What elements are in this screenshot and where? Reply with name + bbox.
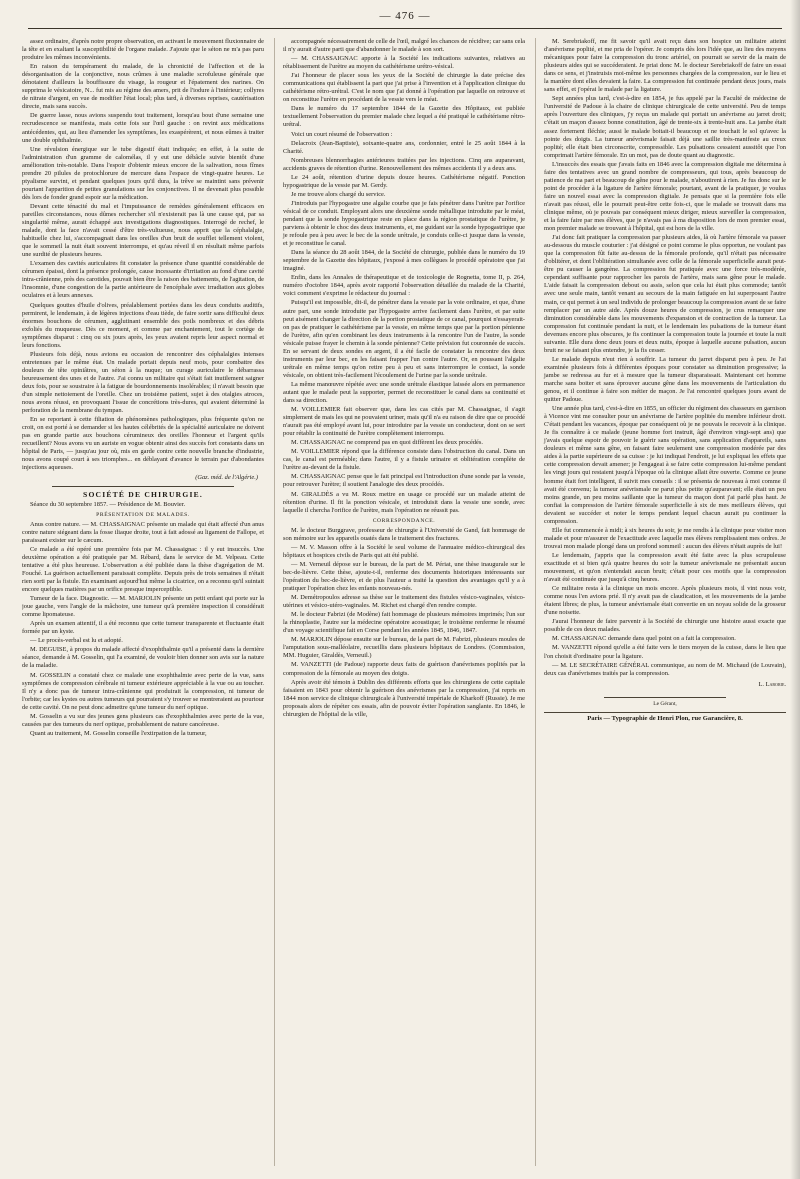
paragraph: Je me trouve alors chargé du service. (291, 190, 386, 198)
paragraph: J'ai donc fait pratiquer la compression par plusieurs aides, là où l'artère fémorale va passer au-dessous du muscle couturier : j'ai désigné ce point comme le plus opportun, ne voulant pas que la compression fût faite au-dessus de la fémorale profonde, qu'il n'était pas nécessaire d'oblitérer, et dont l'oblitération simultanée avec celle de la fémorale superficielle aurait peut-être pu causer la gangrène. La compression fut pratiquée avec une force très-modérée, cependant suffisante pour rapprocher les parois de l'artère, mais sans gêne pour le malade. L'aide faisait la compression debout ou assis, selon que cela lui était plus commode; tantôt avec une seule main, tantôt venant au secours de la main fatiguée en lui superposant l'autre main, ce qui permet à un seul individu de prolonger beaucoup la compression avant de se faire remplacer par un autre aide. Après douze heures de compression, je crus remarquer une diminution considérable dans les mouvements d'expansion et de contraction de la tumeur. La compression fut continuée pendant la nuit, et le lendemain les pulsations de la tumeur étant devenues encore plus obscures, je fis continuer la compression toute la journée et toute la nuit suivante. Elle dura donc deux jours et deux nuits, époque à laquelle aucune pulsation, aucun bruit ne se faisant plus entendre, je la fis cesser. (544, 234, 786, 354)
paragraph: M. MARJOLIN dépose ensuite sur le bureau, de la part de M. Fabrizi, plusieurs moules de l'amputation sous-malléolaire, recueillis dans plusieurs hôpitaux de Londres. (Commission, MM. Huguier, Giraldès, Verneuil.) (283, 636, 525, 660)
paragraph: De guerre lasse, nous avions suspendu tout traitement, lorsqu'au bout d'une semaine une recrudescence se manifesta, mais cette fois sur l'œil gauche : on revint aux médications antécédentes, qui, au lieu d'amender les symptômes, les exaspérèrent, et nous eûmes à traiter une double ophthalmie. (22, 112, 264, 144)
paragraph: M. CHASSAIGNAC demande dans quel point on a fait la compression. (552, 635, 736, 643)
paragraph: Ce militaire resta à la clinique un mois encore. Après plusieurs mois, il vint nous voir, comme nous l'en avions prié. Il n'y avait pas de claudication, et les mouvements de la jambe étaient libres; de plus, la tumeur anévrismale était convertie en un noyau solide de la grosseur d'une noisette. (544, 585, 786, 617)
paragraph: J'ai l'honneur de placer sous les yeux de la Société de chirurgie la date précise des communications qui établissent la part que j'ai prise à l'invention et à l'application clinique du cathétérisme rétro-urétral. C'est le nom que j'ai donné à l'opération par laquelle on retrouve et on reconstitue l'urètre en procédant de la vessie vers le méat. (283, 72, 525, 104)
paragraph: L'insuccès des essais que j'avais faits en 1846 avec la compression digitale me détermina à faire des tentatives avec un grand nombre de compresseurs, qui tous, après beaucoup de patience de ma part et beaucoup de gêne pour le malade, n'aboutirent à rien. Je fus donc sur le point de procéder à la ligature de l'artère fémorale; pourtant, avant de la pratiquer, je voulus faire un nouvel essai avec la compression digitale. Je pensais que si la première fois elle n'avait pas réussi, elle le pourrait peut-être cette fois-ci, que le malade se trouvait dans ma clinique même, où je pouvais par conséquent mieux diriger, mieux surveiller la compression, et la faire faire par mes élèves, que je n'avais pas à ma disposition lors de mon premier essai, mon premier malade se trouvant à l'hôpital, qui est hors de la ville. (544, 160, 786, 233)
paragraph: M. DEGUISE, à propos du malade affecté d'exophthalmie qu'il a présenté dans la dernière séance, demande à M. Gosselin, qui l'a examiné, de vouloir bien donner son avis sur la nature de la maladie. (22, 646, 264, 670)
paragraph: Sept années plus tard, c'est-à-dire en 1854, je fus appelé par la Faculté de médecine de l'université de Padoue à la chaire de clinique chirurgicale de cette université. Peu de temps après l'ouverture des cliniques, j'y reçus un malade qui portait un anévrisme au jarret droit; c'était un maçon d'assez bonne constitution, âgé de trente-six à trente-huit ans. La jambe était assez fortement fléchie; aussi le malade boitait-il beaucoup et ne touchait le sol qu'avec la pointe des doigts. La tumeur anévrismale faisait déjà une saillie très-manifeste au creux poplité; elle était bien circonscrite, compressible. Les pulsations cessaient aussitôt que l'on comprimait l'artère fémorale. En un mot, pas de doute quant au diagnostic. (544, 95, 786, 159)
paragraph: Après un examen attentif, il a été reconnu que cette tumeur transparente et fluctuante était formée par un kyste. (22, 620, 264, 636)
section-subtitle: PRÉSENTATION DE MALADES. (96, 511, 190, 518)
paragraph: Quelques gouttes d'huile d'olives, préalablement portées dans les deux conduits auditifs, permirent, le lendemain, à de légères injections d'eau tiède, de faire sortir sans difficulté deux énormes bouchons de cérumen, agglutinant ensemble des poils nombreux et des débris exfoliés du muqueuse. Dès ce moment, et comme par enchantement, tout le cortège de symptômes disparut : cinq ou six jours après, les yeux avaient repris leur aspect normal et leurs fonctions. (22, 301, 264, 349)
paragraph: Anus contre nature. — M. CHASSAIGNAC présente un malade qui était affecté d'un anus contre nature siégeant dans la fosse iliaque droite, tout à fait adossé au ligament de Fallope, et paraissant exister sur le cæcum. (22, 520, 264, 544)
paragraph: Le lendemain, j'appris que la compression avait été faite avec la plus scrupuleuse exactitude et si bien qu'à quatre heures du soir la tumeur anévrismale ne présentait aucun mouvement, et qu'on n'entendait aucun bruit; c'était pour ces motifs que la compression n'avait été continuée que jusqu'à cinq heures. (544, 551, 786, 584)
paragraph: M. Demétropoulos adresse sa thèse sur le traitement des fistules vésico-vaginales, vésico-utérines et vésico-utéro-vaginales. M. Richet est chargé d'en rendre compte. (283, 594, 525, 610)
paragraph: Nombreuses blennorrhagies antérieures traitées par les injections. Cinq ans auparavant, accidents graves de rétention d'urine. Renouvellement des mêmes accidents il y a deux ans. (283, 156, 525, 172)
paragraph: En se reportant à cette filiation de phénomènes pathologiques, plus fréquente qu'on ne croit, on est porté à se demander si les hautes célébrités de la spécialité auriculaire ne doivent pas en grande partie aux bouchons cérumineux des oreilles l'honneur et l'argent qu'ils recueillent? Nous avons vu un auriste en vogue obtenir ainsi des succès fort constants dans un hôpital de Paris, — jusqu'au jour où, mis en garde contre cette nouvelle branche d'industrie, nous avons coupé court à ses triomphes... en déblayant d'avance le terrain par d'abondantes injections aqueuses. (22, 416, 264, 472)
section-rule (52, 486, 234, 487)
page-header (28, 8, 782, 30)
footer-rule (544, 712, 786, 713)
column-2 (274, 38, 525, 1166)
header-rule (28, 28, 782, 29)
paragraph: M. Serebriakoff, me fit savoir qu'il avait reçu dans son hospice un militaire atteint d'anévrisme poplité, et me pria de l'opérer. Je compris dès lors l'idée que, au lieu des moyens mécaniques pour faire la compression du tronc artériel, on pourrait se servir de la main de plusieurs aides qui se succéderaient. Je priai donc M. le docteur Serebriakoff de faire un essai dans ce sens, et j'instruisis moi-même les personnes chargées de la compression, sur le lieu et la manière dont elles devaient la faire. La compression fut continuée pendant deux jours, mais sans effet, et j'opérai le malade par la ligature. (544, 38, 786, 94)
paragraph: Devant cette ténacité du mal et l'impuissance de remèdes généralement efficaces en pareilles circonstances, nous dûmes rechercher s'il n'existerait pas là une cause qui, par sa singularité même, aurait échappé aux investigations diagnostiques. Interrogé de rechef, le malade, dont la face n'avait cessé d'être très-vultueuse, nous apprit que la céphalalgie, habituelle chez lui, s'accompagnait dans les oreilles d'un bruit de soufflet tellement violent, que le sommeil la nuit était souvent interrompu, et qu'au réveil il en résultait même parfois une surdité de plusieurs heures. (22, 202, 264, 259)
paragraph: J'introduis par l'hypogastre une algalie courbe que je fais pénétrer dans l'urètre par l'orifice vésical de ce conduit. Employant alors une deuxième sonde métallique introduite par le méat, pendant que la sonde hypogastrique reste en place dans la région prostatique de l'urètre, je parviens à obtenir le choc des deux instruments, et, me guidant sur la sonde hypogastrique que je refoule peu à peu avec le bec de la sonde urétrale, je conduis celle-ci jusque dans la vessie, et je reconstitue le canal. (283, 199, 525, 248)
paragraph: En raison du tempérament du malade, de la chronicité de l'affection et de la désorganisation de la conjonctive, nous crûmes à une maladie scrofuleuse générale que dénotaient d'ailleurs la bouffissure du visage, la rougeur et l'épatement des narines. On supprima le vésicatoire, N... fut mis au régime des amers, prit de l'iodure à l'intérieur; collyres de nitrate d'argent, en vue de modifier l'état local; plus tard, à diverses reprises, cautérisation directe, mais sans succès. (22, 63, 264, 111)
paragraph: M. VOILLEMIER fait observer que, dans les cas cités par M. Chassaignac, il s'agit simplement de mais les qui ne pouvaient uriner, mais qu'il n'a eu raison de dire que ce procédé n'aurait pas été employé avant lui, pour introduire par la vessie un conducteur, dont on se sert pour rétablir la continuité de l'urètre complètement interrompu. (283, 406, 525, 438)
session-line: Séance du 30 septembre 1857. — Présidence de M. Bouvier. (30, 500, 186, 508)
paragraph: Le 24 août, rétention d'urine depuis douze heures. Cathétérisme négatif. Ponction hypogastrique de la vessie par M. Gerdy. (283, 173, 525, 189)
printer-imprint: Paris — Typographie de Henri Plon, rue Garancière, 8. (587, 714, 743, 722)
paragraph: Une année plus tard, c'est-à-dire en 1855, un officier du régiment des chasseurs en garnison à Vicence vint me consulter pour un anévrisme de l'artère poplitée du membre inférieur droit. C'était pendant les vacances, époque par conséquent où je ne pouvais le recevoir à la clinique. Je fis connaître à ce malade (jeune homme fort instruit, âgé d'environ vingt-sept ans) que j'avais quelque espoir de pouvoir le guérir sans opération, sans application d'appareils, sans douleurs et même sans gêne, en faisant faire seulement une compression modérée par des aides à la partie supérieure de sa cuisse : je lui indiquai l'endroit, je lui expliquai les effets que cette compression devait amener; je l'engageai à se faire cette compression lui-même pendant les vingt jours qui restaient jusqu'à l'époque où la clinique allait être ouverte. Comme ce jeune homme était fort intelligent, il suivit mes conseils : il se présenta de nouveau à moi comme il avait été convenu; la tumeur anévrismale ne parut plus petite qu'auparavant; elle était un peu moins grande, un peu moins saillante que la tumeur du maçon dont j'ai parlé plus haut. Je confiai la compression de l'artère fémorale superficielle à six de mes meilleurs élèves, qui devaient se succéder et noter le temps pendant lequel chacun aurait pu continuer la compression. (544, 405, 786, 525)
paragraph: La même manœuvre répétée avec une sonde urétrale élastique laissée alors en permanence autant que le malade peut la supporter, permet de reconstituer le canal dans sa continuité et dans sa direction. (283, 380, 525, 405)
paragraph: M. Gosselin a vu sur des jeunes gens plusieurs cas d'exophthalmies avec perte de la vue, causées par des tumeurs du nerf optique, probablement de nature cancéreuse. (22, 712, 264, 728)
society-title: SOCIÉTÉ DE CHIRURGIE. (83, 489, 203, 499)
paragraph: M. le docteur Burggrave, professeur de chirurgie à l'Université de Gand, fait hommage de son mémoire sur les appareils ouatés dans le traitement des fractures. (283, 526, 525, 542)
paragraph: J'aurai l'honneur de faire parvenir à la Société de chirurgie une histoire aussi exacte que possible de ces deux malades. (544, 618, 786, 634)
paragraph: Le malade depuis n'eut rien à souffrir. La tumeur du jarret disparut peu à peu. Je l'ai examinée plusieurs fois à différentes époques pour constater sa diminution progressive; la jambe se redressa au fur et à mesure que la tumeur disparaissait. Maintenant cet homme marche sans boiter et sans éprouver aucune gêne dans les mouvements de l'articulation du genou, et il continue à faire son métier de maçon. Je l'ai rencontré quelques jours avant de quitter Padoue. (544, 355, 786, 404)
paragraph: M. VOILLEMIER répond que la différence consiste dans l'obstruction du canal. Dans un cas, le canal est perméable; dans l'autre, il y a fistule urinaire et oblitération complète de l'urètre au-devant de la fistule. (283, 448, 525, 472)
manager-label: Le Gérant, (653, 700, 677, 707)
paragraph: Une révulsion énergique sur le tube digestif était indiquée; en effet, à la suite de l'administration d'un gramme de calomélas, il y eut une débâcle suivie bientôt d'une amélioration très-notable. Dans l'espoir d'obtenir mieux encore de la salivation, nous fîmes prendre 20 pilules de protochlorure de mercure dans l'espace de vingt-quatre heures. Le ptyalisme survint, et pendant quelques jours qu'il dura, la trêve se maintint sans prévenir pourtant l'apparition de petites granulations sur les conjonctives. Il ne devenait plus possible dès lors de fonder grand espoir sur la médication. (22, 145, 264, 201)
paragraph: M. GIRALDÈS a vu M. Roux mettre en usage ce procédé sur un malade atteint de rétention d'urine. Il fit la ponction vésicale, et introduisit dans la vessie une sonde, avec laquelle il chercha l'orifice de l'urètre, mais l'opération ne réussit pas. (283, 490, 525, 514)
paragraph: Delacroix (Jean-Baptiste), soixante-quatre ans, cordonnier, entré le 25 août 1844 à la Charité. (283, 139, 525, 155)
paragraph: Elle fut commencée à midi; à six heures du soir, je me rendis à la clinique pour visiter mon malade et pour m'assurer de l'exactitude avec laquelle mes élèves remplissaient mes ordres. Je trouvai mon malade plongé dans un profond sommeil : aucun des élèves n'était auprès de lui! (544, 526, 786, 550)
paragraph: M. GOSSELIN a constaté chez ce malade une exophthalmie avec perte de la vue, sans symptômes de compression cérébrale ni tumeur extérieure appréciable à la vue ou au toucher. Il n'y a donc pas de tumeur intra-crânienne qui produirait la compression, ni tumeur de l'orbite; car les kystes ou autres tumeurs qui pourraient s'y trouver se montreraient au pourtour de cette cavité. On ne peut donc admettre qu'une tumeur du nerf optique. (22, 671, 264, 711)
paragraph: — M. CHASSAIGNAC apporte à la Société les indications suivantes, relatives au rétablissement de l'urètre au moyen du cathétérisme urétro-vésical. (283, 55, 525, 71)
paragraph: assez ordinaire, d'après notre propre observation, en activant le mouvement fluxionnaire de la tête et en exaltant la susceptibilité de l'organe malade. J'ajoute que le séton ne m'a pas paru produire les mêmes inconvénients. (22, 38, 264, 62)
paragraph: Plusieurs fois déjà, nous avions eu occasion de rencontrer des céphalalgies intenses entretenues par le même état. Un malade portait depuis neuf mois, pour combattre des douleurs de tête opiniâtres, un séton à la nuque; un curage auriculaire le débarrassa heureusement des unes et de l'autre. J'ai connu un militaire qui s'était fait inutilement saigner deux fois, pour se soustraire à la fatigue de bourdonnements insolérables; il n'avait besoin que d'un simple nettoiement de l'oreille. Chez un troisième patient, sujet à des otalgies atroces, nous avons réussi, en provoquant l'issue de concrétions très-dures, qui avaient déterminé la perforation de la membrane du tympan. (22, 350, 264, 415)
article-source: (Gaz. méd. de l'Algérie.) (195, 474, 258, 482)
paragraph: Dans la séance du 28 août 1844, de la Société de chirurgie, publiée dans le numéro du 19 septembre de la Gazette des hôpitaux, j'exposé à mes collègues le procédé opératoire que j'ai imaginé. (283, 249, 525, 273)
paragraph: Puisqu'il est impossible, dit-il, de pénétrer dans la vessie par la voie ordinaire, et que, d'une autre part, une sonde introduite par l'hypogastre arrive facilement dans l'urètre, et par suite peut aisément changer la direction de la portion prostatique de ce canal, pourquoi n'essayerait-on pas de pratiquer le cathétérisme par la vessie, en même temps que par la portion pénienne de l'urètre, afin qu'en combinant les deux instruments à la rencontre l'un de l'autre, la sonde vésicale puisse frayer le chemin à la sonde pénienne? Cette prévision fut couronnée de succès. En se servant de deux sondes en argent, il a été facile de constater la rencontre des deux instruments par leur bec, en les faisant frapper l'un contre l'autre. Or, en poussant l'algalie urétrale en même temps qu'on retire peu à peu et sans interrompre le contact, la sonde vésicale, on obtient très-facilement l'écoulement de l'urine par la sonde urétrale. (283, 299, 525, 379)
column-3 (535, 38, 786, 1166)
page-number: — 476 — (379, 10, 431, 22)
paragraph: M. le docteur Fabrizi (de Modène) fait hommage de plusieurs mémoires imprimés; l'un sur la rhinoplastie, l'autre sur la médecine opératoire acoustique; le troisième renferme le résumé d'un voyage scientifique fait en Corse pendant les années 1845, 1846, 1847. (283, 611, 525, 635)
paragraph: M. CHASSAIGNAC ne comprend pas en quoi diffèrent les deux procédés. (291, 439, 483, 447)
paragraph: M. CHASSAIGNAC pense que le fait principal est l'introduction d'une sonde par la vessie, pour retrouver l'urètre; il soutient l'analogie des deux procédés. (283, 473, 525, 489)
page-edge-shadow (790, 0, 800, 1179)
footer-rule (604, 697, 726, 698)
paragraph: L'examen des cavités auriculaires fit constater la présence d'une quantité considérable de cérumen épaissi, dont la présence prolongée, cause incessante d'irritation au fond d'une cavité intra-crânienne, près des carotides, pouvait bien être la raison des battements, de l'agitation, de l'insomnie, d'une congestion de la partie antérieure de l'encéphale avec irradiation aux globes oculaires et à leurs annexes. (22, 260, 264, 300)
paragraph: accompagnée nécessairement de celle de l'œil, malgré les chances de récidive; car sans cela il n'y aurait d'autre parti que d'abandonner le malade à son sort. (283, 38, 525, 54)
column-1 (22, 38, 264, 1166)
paragraph: M. VANZETTI répond qu'elle a été faite vers le tiers moyen de la cuisse, dans le lieu que l'on choisit d'ordinaire pour la ligature. (544, 644, 786, 660)
text-columns (22, 38, 786, 1166)
paragraph: — M. V. Masson offre à la Société le seul volume de l'annuaire médico-chirurgical des hôpitaux et hospices civils de Paris qui ait été publié. (283, 543, 525, 559)
paragraph: Ce malade a été opéré une première fois par M. Chassaignac : il y eut insuccès. Une deuxième opération a été pratiquée par M. Rébard, dans le service de M. Velpeau. Cette tentative a été plus heureuse. L'observation a été publiée dans la thèse d'agrégation de M. Fouché. La guérison actuellement paraissait complète. Depuis près de trois semaines il n'était rien sorti par la fistule. En examinant aujourd'hui même la cicatrice, on a reconnu qu'il suintait encore quelques matières par un orifice presque imperceptible. (22, 545, 264, 594)
paragraph: Voici un court résumé de l'observation : (291, 130, 393, 138)
author-signature: L. Laborie. (758, 680, 786, 688)
paragraph: Dans le numéro du 17 septembre 1844 de la Gazette des Hôpitaux, est publiée textuellement l'observation du premier malade chez lequel a été pratiqué le cathétérisme rétro-urétral. (283, 105, 525, 129)
paragraph: M. VANZETTI (de Padoue) rapporte deux faits de guérison d'anévrismes poplités par la compression de la fémorale au moyen des doigts. (283, 661, 525, 677)
paragraph: Tumeur de la face. Diagnostic. — M. MARJOLIN présente un petit enfant qui porte sur la joue gauche, vers l'angle de la mâchoire, une tumeur qu'à première inspection il considérait comme lipomateuse. (22, 595, 264, 619)
paragraph: Après avoir été témoin à Dublin des différents efforts que les chirurgiens de cette capitale faisaient en 1843 pour obtenir la guérison des anévrismes par la compression, j'ai repris en 1844 mon service de clinique chirurgicale à l'université impériale de Kharkoff (Russie). Je me proposais alors de répéter ces essais, afin de pouvoir éviter l'opération sanglante. En 1846, le chirurgien de l'hôpital de la ville, (283, 678, 525, 718)
section-subtitle: CORRESPONDANCE. (372, 517, 436, 524)
paragraph: Enfin, dans les Annales de thérapeutique et de toxicologie de Rognetta, tome II, p. 264, numéro d'octobre 1844, après avoir rapporté l'observation détaillée du malade de la Charité, voici comment s'exprime le rédacteur du journal : (283, 274, 525, 298)
paragraph: Quant au traitement, M. Gosselin conseille l'extirpation de la tumeur, (30, 729, 207, 737)
paragraph: — Le procès-verbal est lu et adopté. (30, 637, 123, 645)
paragraph: — M. Verneuil dépose sur le bureau, de la part de M. Périat, une thèse inaugurale sur le bec-de-lièvre. Cette thèse, ajoute-t-il, renferme des documents historiques intéressants sur l'opération du bec-de-lièvre, et de plus l'auteur a traité la question des avantages qu'il y a à pratiquer l'opération chez les enfants nouveau-nés. (283, 560, 525, 593)
paragraph: — M. LE SECRÉTAIRE GÉNÉRAL communique, au nom de M. Michaud (de Louvain), deux cas d'anévrismes traités par la compression. (544, 661, 786, 677)
